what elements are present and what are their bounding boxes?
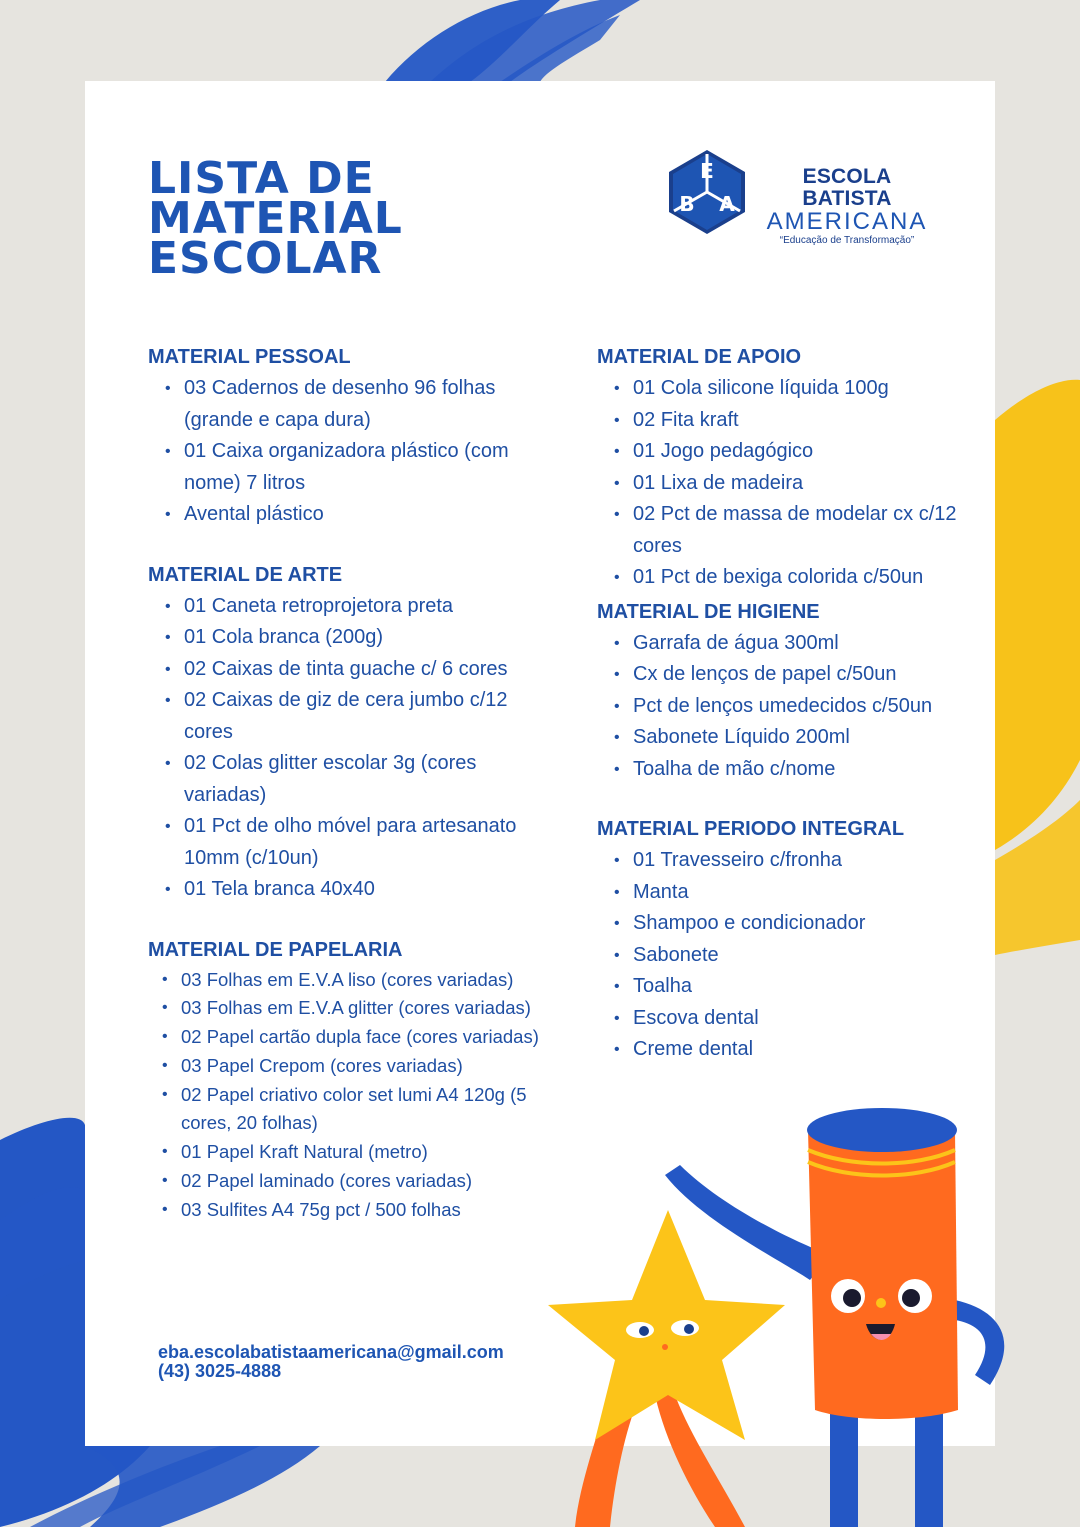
logo-letter-b: B — [679, 192, 695, 216]
logo-letter-e: E — [700, 159, 714, 183]
section-title: MATERIAL PERIODO INTEGRAL — [597, 818, 905, 840]
list-item: • 03 Sulfites A4 75g pct / 500 folhas — [148, 1196, 558, 1225]
school-name-line1: ESCOLA BATISTA — [802, 165, 892, 210]
content-card — [85, 81, 995, 1446]
list-item: • 02 Fita kraft — [597, 405, 957, 437]
list-item: • 01 Travesseiro c/fronha — [597, 845, 957, 877]
list-item: • 02 Colas glitter escolar 3g (cores variadas) — [148, 748, 558, 811]
list-item: • Sabonete — [597, 940, 957, 972]
list-item: • 03 Cadernos de desenho 96 folhas (grande e capa dura) — [148, 373, 558, 436]
item-list — [148, 966, 558, 1225]
contact-info — [158, 1343, 504, 1381]
section-title: MATERIAL DE ARTE — [148, 563, 343, 586]
item-list — [148, 591, 558, 906]
school-name-line2: AMERICANA — [766, 208, 928, 235]
list-item: • Manta — [597, 877, 957, 909]
list-item: • Escova dental — [597, 1003, 957, 1035]
list-item: • 02 Caixas de giz de cera jumbo c/12 cores — [148, 685, 558, 748]
item-list — [597, 845, 957, 1066]
list-item: • 02 Pct de massa de modelar cx c/12 cores — [597, 499, 957, 562]
item-list — [148, 373, 558, 531]
list-item: • 01 Papel Kraft Natural (metro) — [148, 1138, 558, 1167]
list-item: • Sabonete Líquido 200ml — [597, 722, 957, 754]
list-item: • 03 Folhas em E.V.A glitter (cores variadas) — [148, 994, 558, 1023]
section-title: MATERIAL DE PAPELARIA — [148, 938, 403, 961]
list-item: • Avental plástico — [148, 499, 558, 531]
list-item: • Pct de lenços umedecidos c/50un — [597, 691, 957, 723]
list-item: • Creme dental — [597, 1034, 957, 1066]
section-title: MATERIAL DE APOIO — [597, 346, 802, 368]
list-item: • 01 Pct de bexiga colorida c/50un — [597, 562, 957, 594]
list-item: • Shampoo e condicionador — [597, 908, 957, 940]
contact-email[interactable]: eba.escolabatistaamericana@gmail.com — [158, 1342, 504, 1362]
page-title: LISTA DE MATERIAL ESCOLAR — [148, 153, 403, 284]
list-item: • 02 Papel laminado (cores variadas) — [148, 1167, 558, 1196]
school-slogan: “Educação de Transformação” — [779, 235, 915, 246]
logo-text — [762, 166, 932, 248]
right-column — [597, 341, 957, 1066]
section-title: MATERIAL DE HIGIENE — [597, 600, 820, 623]
item-list — [597, 628, 957, 786]
list-item: • 02 Papel criativo color set lumi A4 120g (5 cores, 20 folhas) — [148, 1081, 558, 1139]
list-item: • 01 Lixa de madeira — [597, 468, 957, 500]
list-item: • 02 Papel cartão dupla face (cores variadas) — [148, 1023, 558, 1052]
item-list — [597, 373, 957, 594]
list-item: • 01 Caneta retroprojetora preta — [148, 591, 558, 623]
list-item: • Toalha — [597, 971, 957, 1003]
list-item: • 03 Folhas em E.V.A liso (cores variadas) — [148, 966, 558, 995]
section-title: MATERIAL PESSOAL — [148, 346, 351, 368]
list-item: • 01 Cola silicone líquida 100g — [597, 373, 957, 405]
logo-letter-a: A — [719, 192, 735, 216]
list-item: • 01 Jogo pedagógico — [597, 436, 957, 468]
list-item: • Toalha de mão c/nome — [597, 754, 957, 786]
list-item: • 01 Tela branca 40x40 — [148, 874, 558, 906]
school-logo — [662, 148, 932, 246]
list-item: • 02 Caixas de tinta guache c/ 6 cores — [148, 654, 558, 686]
list-item: • 01 Caixa organizadora plástico (com nome) 7 litros — [148, 436, 558, 499]
contact-phone[interactable]: (43) 3025-4888 — [158, 1361, 282, 1381]
list-item: • 01 Pct de olho móvel para artesanato 10mm (c/10un) — [148, 811, 558, 874]
eba-hexagon-logo-icon — [662, 148, 752, 236]
list-item: • 03 Papel Crepom (cores variadas) — [148, 1052, 558, 1081]
list-item: • Garrafa de água 300ml — [597, 628, 957, 660]
list-item: • 01 Cola branca (200g) — [148, 622, 558, 654]
left-column — [148, 341, 558, 1225]
list-item: • Cx de lenços de papel c/50un — [597, 659, 957, 691]
